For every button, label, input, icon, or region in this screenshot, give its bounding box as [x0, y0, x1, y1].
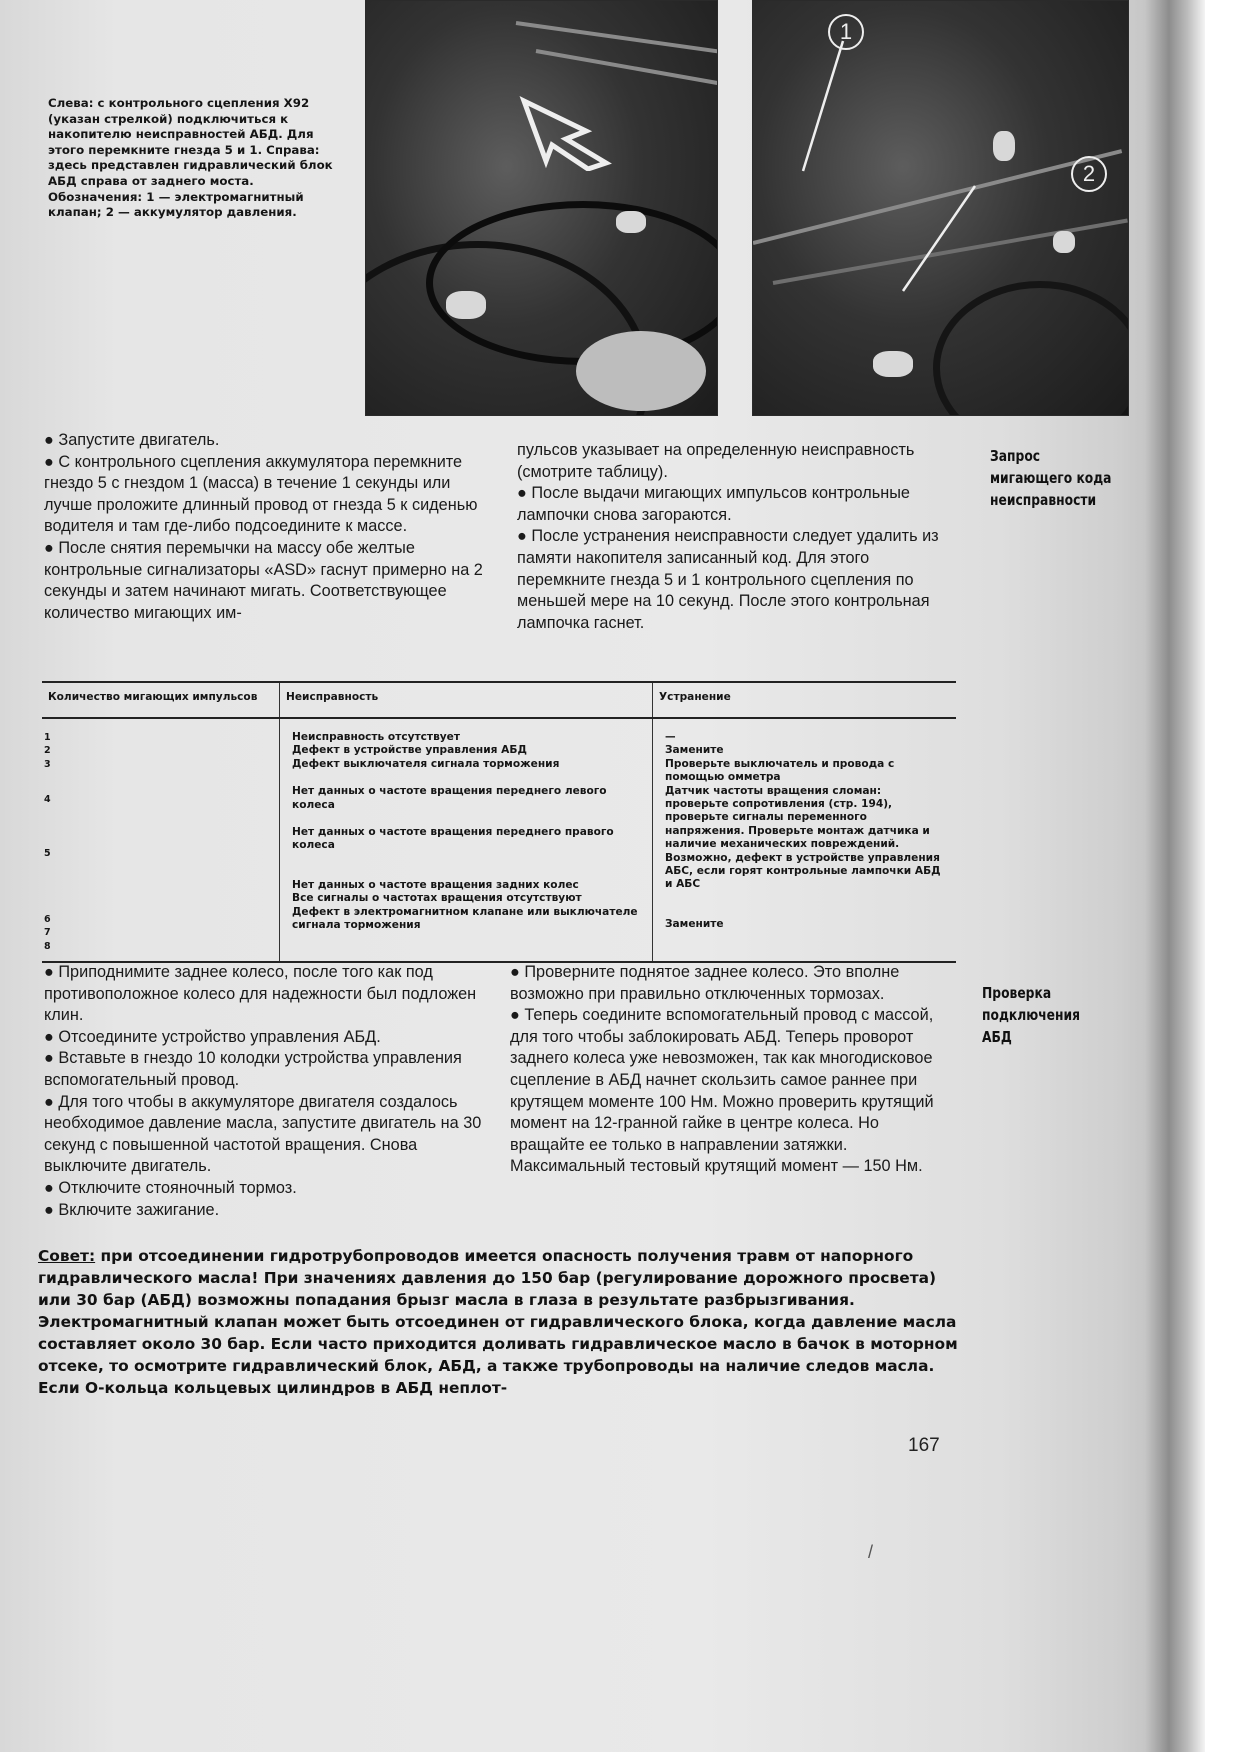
arrow-indicator-icon: [516, 91, 616, 171]
column-header: Устранение: [653, 682, 957, 718]
section2-left-column: [44, 962, 484, 1221]
paragraph: ● Включите зажигание.: [44, 1200, 220, 1219]
paragraph: ● После устранения неисправности следует удалить из памяти накопителя записанный код. Для этого перемкните гнезда 5 и 1 контрольного сцепления по меньшей мере на 10 секунд. После этого контрольная лампочка гаснет.: [517, 527, 939, 632]
photo-caption: Слева: с контрольного сцепления Х92 (указан стрелкой) подключиться к накопителю неисправностей АБД. Для этого перемкните гнезда 5 и 1. Справа: здесь представлен гидравлический блок АБД справа от заднего моста. Обозначения: 1 — электромагнитный клапан; 2 — аккумулятор давления.: [48, 96, 333, 220]
remedy-cell: — Замените Проверьте выключатель и провода с помощью омметра Датчик частоты вращения сломан: проверьте сопротивления (стр. 194), проверьте сигналы переменного напряжения. Проверьте монтаж датчика и наличие механических повреждений. Возможно, дефект в устройстве управления АБС, если горят контрольные лампочки АБД и АБС Замените: [653, 718, 957, 962]
fault-code-table: [42, 681, 956, 963]
paragraph: ● Отключите стояночный тормоз.: [44, 1178, 297, 1197]
pen-mark: /: [868, 1542, 874, 1562]
section2-right-column: [510, 962, 955, 1178]
paragraph: ● Для того чтобы в аккумуляторе двигателя создалось необходимое давление масла, запустите двигатель на 30 секунд с повышенной частотой вращения. Снова выключите двигатель.: [44, 1092, 482, 1176]
column-header: Количество мигающих импульсов: [42, 682, 280, 718]
callout-lines: [753, 1, 1128, 415]
advice-text: при отсоединении гидротрубопроводов имеется опасность получения травм от напорного гидравлического масла! При значениях давления до 150 бар (регулирование дорожного просвета) или 30 бар (АБД) возможны попадания брызг масла в глаза в результате разбрызгивания. Электромагнитный клапан может быть отсоединен от гидравлического блока, когда давление масла составляет около 30 бар. Если часто приходится доливать гидравлическое масло в бачок в моторном отсеке, то осмотрите гидравлический блок, АБД, а также трубопроводы на наличие следов масла. Если О-кольца кольцевых цилиндров в АБД неплот-: [38, 1247, 958, 1397]
fault-cell: Неисправность отсутствует Дефект в устройстве управления АБД Дефект выключателя сигнала торможения Нет данных о частоте вращения переднего левого колеса Нет данных о частоте вращения переднего правого колеса Нет данных о частоте вращения задних колес Все сигналы о частотах вращения отсутствуют Дефект в электромагнитном клапане или выключателе сигнала торможения: [280, 718, 653, 962]
advice-label: Совет:: [38, 1247, 96, 1265]
paragraph: ● Отсоедините устройство управления АБД.: [44, 1027, 381, 1046]
paragraph: пульсов указывает на определенную неисправность (смотрите таблицу).: [517, 441, 915, 481]
callout-1: 1: [828, 14, 864, 50]
paragraph: ● После снятия перемычки на массу обе желтые контрольные сигнализаторы «ASD» гаснут примерно на 2 секунды и затем начинают мигать. Соответствующее количество мигающих им-: [44, 538, 483, 622]
side-heading-abd-check: Проверка подключения АБД: [982, 984, 1081, 1046]
column-header: Неисправность: [280, 682, 653, 718]
section1-left-column: [44, 430, 484, 624]
photo-right-hydraulic-block: [752, 0, 1129, 416]
advice-block: [38, 1245, 958, 1399]
paragraph: ● С контрольного сцепления аккумулятора перемкните гнездо 5 с гнездом 1 (массa) в течение 1 секунды или лучше проложите длинный провод от гнезда 5 к сиденью водителя и там где-либо подсоедините к массе.: [44, 452, 478, 536]
paragraph: ● Приподнимите заднее колесо, после того как под противоположное колесо для надежности был подложен клин.: [44, 963, 477, 1025]
section1-right-column: [517, 440, 957, 634]
paragraph: ● Вставьте в гнездо 10 колодки устройства управления вспомогательный провод.: [44, 1049, 462, 1089]
callout-2: 2: [1071, 156, 1107, 192]
page-number: 167: [908, 1435, 940, 1456]
book-spine-shadow: [1145, 0, 1205, 1752]
side-heading-blink-code: Запрос мигающего кода неисправности: [990, 447, 1112, 509]
paragraph: ● Теперь соедините вспомогательный провод с массой, для того чтобы заблокировать АБД. Теперь проворот заднего колеса уже невозможен, так как многодисковое сцепление в АБД начнет скользить самое раннее при крутящем моменте 100 Нм. Можно проверить крутящий момент на 12-гранной гайке в центре колеса. Но вращайте ее только в направлении затяжки. Максимальный тестовый крутящий момент — 150 Нм.: [510, 1006, 934, 1176]
paragraph: ● Запустите двигатель.: [44, 431, 220, 449]
photo-left-connector: [365, 0, 718, 416]
paragraph: ● Проверните поднятое заднее колесо. Это вполне возможно при правильно отключенных тормозах.: [510, 963, 900, 1003]
paragraph: ● После выдачи мигающих импульсов контрольные лампочки снова загораются.: [517, 484, 910, 524]
blink-count-cell: 1 2 3 4 5 6 7 8: [44, 732, 51, 952]
